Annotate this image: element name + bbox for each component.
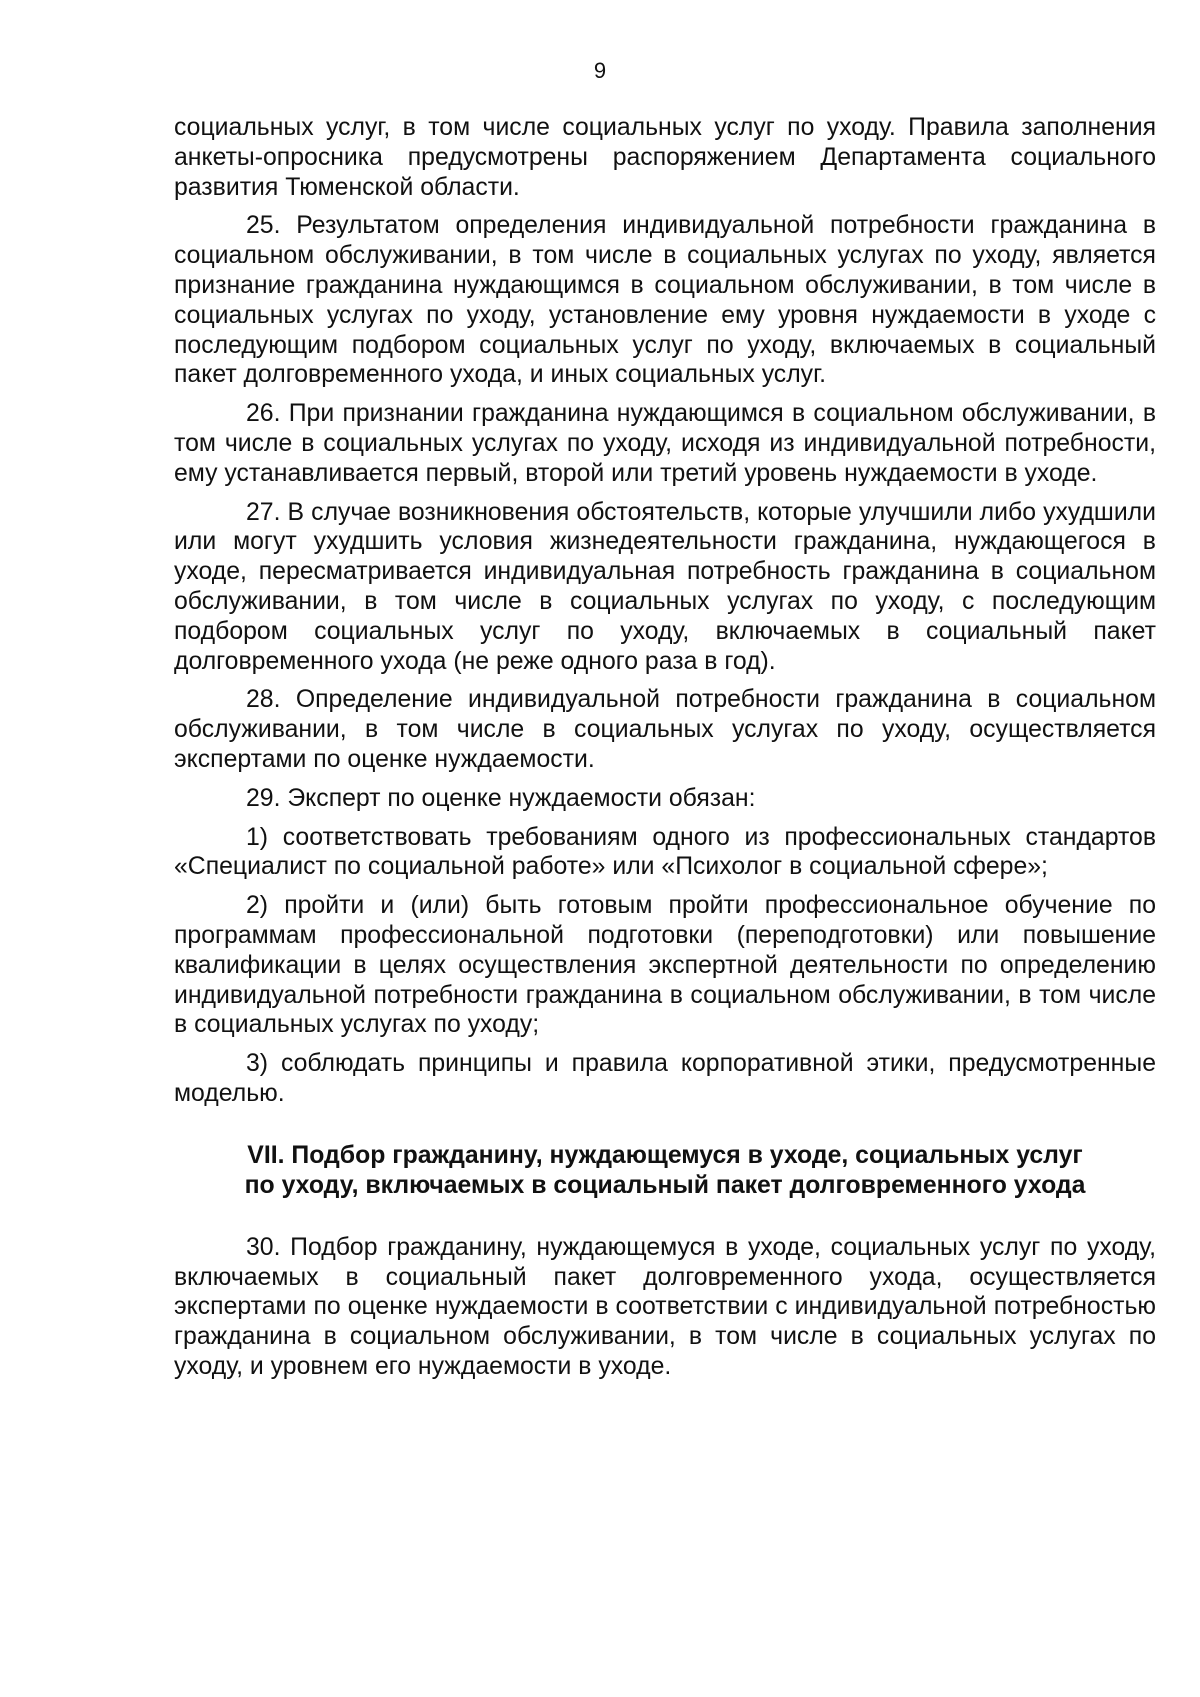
section-heading-line-1: VII. Подбор гражданину, нуждающемуся в уходе, социальных услуг	[247, 1141, 1083, 1169]
paragraph-26: 26. При признании гражданина нуждающимся в социальном обслуживании, в том числе в социальных услугах по уходу, исходя из индивидуальной потребности, ему устанавливается первый, второй или третий уровень нуждаемости в уходе.	[174, 400, 1156, 487]
paragraph-27: 27. В случае возникновения обстоятельств, которые улучшили либо ухудшили или могут ухудшить условия жизнедеятельности гражданина, нуждающегося в уходе, пересматривается индивидуальная потребность гражданина в социальном обслуживании, в том числе в социальных услугах по уходу, с последующим подбором социальных услуг по уходу, включаемых в социальный пакет долговременного ухода (не реже одного раза в год).	[174, 498, 1156, 675]
list-item-2: 2) пройти и (или) быть готовым пройти профессиональное обучение по программам профессиональной подготовки (переподготовки) или повышение квалификации в целях осуществления экспертной деятельности по определению индивидуальной потребности гражданина в социальном обслуживании, в том числе в социальных услугах по уходу;	[174, 892, 1156, 1039]
paragraph-30: 30. Подбор гражданину, нуждающемуся в уходе, социальных услуг по уходу, включаемых в социальный пакет долговременного ухода, осуществляется экспертами по оценке нуждаемости в соответствии с индивидуальной потребностью гражданина в социальном обслуживании, в том числе в социальных услугах по уходу, и уровнем его нуждаемости в уходе.	[174, 1233, 1156, 1380]
paragraph-29: 29. Эксперт по оценке нуждаемости обязан:	[246, 784, 756, 812]
page-number: 9	[593, 58, 607, 83]
document-body	[174, 113, 1156, 1391]
list-item-3: 3) соблюдать принципы и правила корпоративной этики, предусмотренные моделью.	[174, 1050, 1156, 1107]
section-heading-line-2: по уходу, включаемых в социальный пакет долговременного ухода	[244, 1171, 1086, 1199]
list-item-1: 1) соответствовать требованиям одного из профессиональных стандартов «Специалист по социальной работе» или «Психолог в социальной сфере»;	[174, 823, 1156, 881]
paragraph-25: 25. Результатом определения индивидуальной потребности гражданина в социальном обслуживании, в том числе в социальных услугах по уходу, является признание гражданина нуждающимся в социальном обслуживании, в том числе в социальных услугах по уходу, установление ему уровня нуждаемости в уходе с последующим подбором социальных услуг по уходу, включаемых в социальный пакет долговременного ухода, и иных социальных услуг.	[174, 212, 1156, 389]
paragraph-continuation: социальных услуг, в том числе социальных услуг по уходу. Правила заполнения анкеты-опросника предусмотрены распоряжением Департамента социального развития Тюменской области.	[174, 114, 1156, 201]
paragraph-28: 28. Определение индивидуальной потребности гражданина в социальном обслуживании, в том числе в социальных услугах по уходу, осуществляется экспертами по оценке нуждаемости.	[174, 686, 1156, 773]
section-heading	[210, 1141, 1120, 1201]
